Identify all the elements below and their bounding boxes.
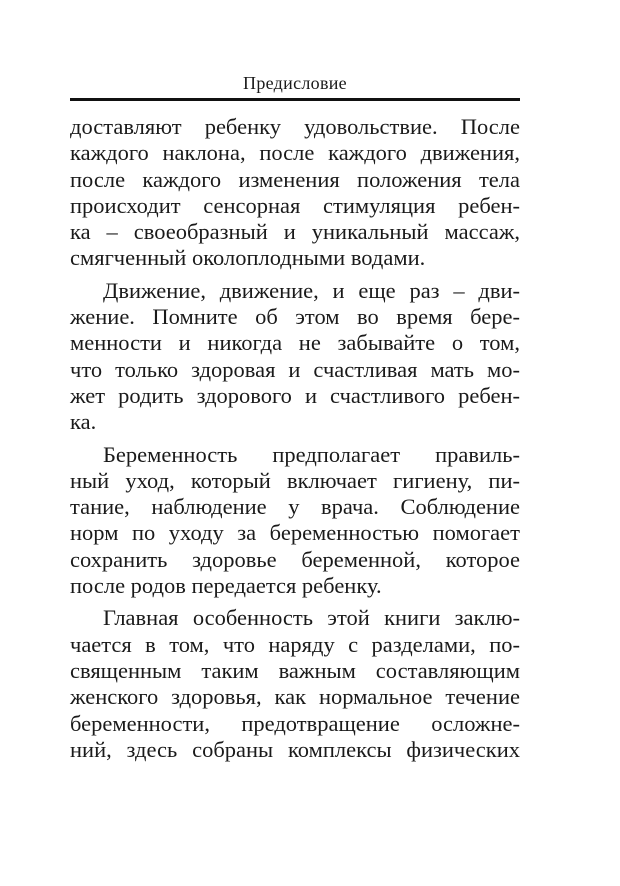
paragraph-3: [70, 442, 520, 600]
text-line: беременности, предотвращение осложне-: [70, 710, 520, 736]
paragraph-2: [70, 278, 520, 436]
paragraph-1: [70, 114, 520, 272]
text-line: ка – своеобразный и уникальный массаж,: [70, 219, 520, 245]
text-line: жение. Помните об этом во время бере-: [70, 304, 520, 330]
header-rule: [70, 98, 520, 101]
text-line: что только здоровая и счастливая мать мо-: [70, 356, 520, 382]
text-line: Главная особенность этой книги заклю-: [103, 605, 520, 631]
book-page: [70, 72, 520, 769]
text-line: каждого наклона, после каждого движения,: [70, 140, 520, 166]
text-line: женского здоровья, как нормальное течение: [70, 684, 520, 710]
text-line: после родов передается ребенку.: [70, 573, 382, 599]
text-line: менности и никогда не забывайте о том,: [70, 330, 520, 356]
text-line: Движение, движение, и еще раз – дви-: [103, 277, 520, 303]
text-line: сохранить здоровье беременной, которое: [70, 546, 520, 572]
running-title: Предисловие: [243, 73, 347, 93]
text-line: происходит сенсорная стимуляция ребен-: [70, 192, 520, 218]
text-line: тание, наблюдение у врача. Соблюдение: [70, 494, 520, 520]
text-line: доставляют ребенку удовольствие. После: [70, 114, 520, 139]
text-line: священным таким важным составляющим: [70, 657, 520, 683]
text-line: Беременность предполагает правиль-: [103, 441, 520, 467]
text-line: ка.: [70, 409, 97, 435]
text-line: ный уход, который включает гигиену, пи-: [70, 467, 520, 493]
text-line: норм по уходу за беременностью помогает: [70, 520, 520, 546]
text-line: ний, здесь собраны комплексы физических: [70, 736, 520, 762]
body-text: [70, 114, 520, 763]
text-line: смягченный околоплодными водами.: [70, 245, 426, 271]
text-line: чается в том, что наряду с разделами, по-: [70, 631, 520, 657]
text-line: жет родить здорового и счастливого ребен-: [70, 382, 520, 408]
paragraph-4: [70, 605, 520, 763]
text-line: после каждого изменения положения тела: [70, 166, 520, 192]
